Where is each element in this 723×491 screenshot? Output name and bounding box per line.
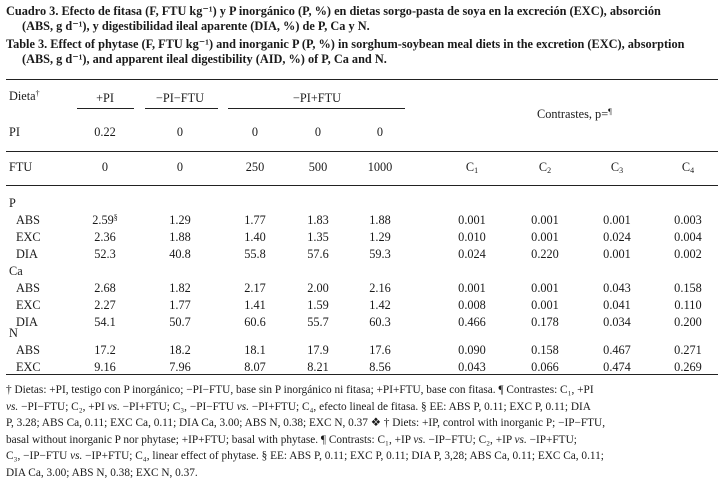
row-label: ABS	[16, 281, 40, 295]
ftu-value: 1000	[367, 160, 393, 174]
table-cell: 57.6	[307, 247, 329, 261]
contrast-letter: C	[681, 160, 691, 174]
table-cell: 1.59	[307, 298, 329, 312]
col-header-pi-ftu: −PI−FTU	[155, 91, 205, 105]
contrast-letter: C	[538, 160, 548, 174]
ftu-row-label: FTU	[9, 160, 33, 174]
row-label: EXC	[16, 360, 41, 374]
row-label: DIA	[16, 315, 38, 329]
contrast-cell: 0.158	[531, 343, 559, 357]
contrast-subscript: 3	[619, 166, 624, 175]
contrast-cell: 0.041	[603, 298, 631, 312]
ftu-value: 0	[176, 160, 184, 174]
contrast-col-header	[682, 160, 694, 174]
contrast-letter: C	[610, 160, 620, 174]
contrast-cell: 0.110	[674, 298, 702, 312]
contrast-cell: 0.001	[603, 247, 631, 261]
footnote-line-5: C₃, −IP−FTU vs. −IP+FTU; C₄, linear effect of phytase. § EE: ABS P, 0.11; EXC P, 0.11; DIA P, 3,28; ABS Ca, 0.11; EXC Ca, 0.11;	[6, 450, 604, 462]
caption-en-line2: (ABS, g d⁻¹), and apparent ileal digestibility (AID, %) of P, Ca and N.	[22, 52, 387, 66]
contrast-cell: 0.066	[531, 360, 559, 374]
group-rule-pi-plus-ftu	[228, 108, 405, 109]
table-cell: 55.7	[307, 315, 329, 329]
table-cell: 1.35	[307, 230, 329, 244]
table-cell	[92, 213, 118, 227]
table-cell: 40.8	[169, 247, 191, 261]
table-cell: 50.7	[169, 315, 191, 329]
table-cell: 1.77	[244, 213, 266, 227]
section-label: P	[9, 196, 16, 210]
table-cell: 60.6	[244, 315, 266, 329]
section-label: Ca	[9, 264, 23, 278]
contrast-subscript: 4	[690, 166, 695, 175]
table-cell: 1.82	[169, 281, 191, 295]
caption-es-line2: (ABS, g d⁻¹), y digestibilidad ileal aparente (DIA, %) de P, Ca y N.	[22, 19, 370, 33]
footnote-line-4: basal without inorganic P nor phytase; +IP+FTU; basal with phytase. ¶ Contrasts: C₁, +IP vs. −IP−FTU; C₂, +IP vs. −IP+FTU;	[6, 433, 577, 446]
contrast-cell: 0.010	[458, 230, 486, 244]
contrast-cell: 0.474	[603, 360, 631, 374]
table-cell: 18.1	[244, 343, 266, 357]
table-cell: 1.29	[369, 230, 391, 244]
contrast-cell: 0.043	[458, 360, 486, 374]
pi-row-label: PI	[9, 125, 20, 139]
contrast-cell: 0.001	[458, 281, 486, 295]
footnote-line-3: P, 3.28; ABS Ca, 0.11; EXC Ca, 0.11; DIA Ca, 3.00; ABS N, 0.38; EXC N, 0.37 ❖ † Diets: +IP, control with inorganic P; −IP−FTU,	[6, 417, 606, 429]
table-cell: 1.83	[307, 213, 329, 227]
contrast-cell: 0.090	[458, 343, 486, 357]
table-cell: 52.3	[94, 247, 116, 261]
contrasts-footnote-mark: ¶	[608, 107, 612, 116]
contrast-cell: 0.002	[674, 247, 702, 261]
contrast-cell: 0.269	[674, 360, 702, 374]
contrast-cell: 0.024	[603, 230, 631, 244]
caption-es-line1: Cuadro 3. Efecto de fitasa (F, FTU kg⁻¹) y P inorgánico (P, %) en dietas sorgo-pasta de soya en la excreción (EXC), absorción	[6, 4, 661, 18]
table-cell: 1.77	[169, 298, 191, 312]
table-cell: 1.40	[244, 230, 266, 244]
pi-value: 0	[251, 125, 259, 139]
top-rule	[6, 79, 718, 80]
table-cell: 17.9	[307, 343, 329, 357]
row-label: ABS	[16, 213, 40, 227]
mid-rule-pi	[6, 151, 718, 152]
table-cell: 2.16	[369, 281, 391, 295]
section-label: N	[9, 326, 18, 340]
caption-en-line1: Table 3. Effect of phytase (F, FTU kg⁻¹) and inorganic P (P, %) in sorghum-soybean meal diets in the excretion (EXC), absorption	[6, 37, 685, 51]
table-cell: 17.2	[94, 343, 116, 357]
row-label: EXC	[16, 298, 41, 312]
table-cell: 8.56	[369, 360, 391, 374]
table-cell: 18.2	[169, 343, 191, 357]
table-cell: 9.16	[94, 360, 116, 374]
table-cell: 2.68	[94, 281, 116, 295]
dieta-label: Dieta	[9, 89, 36, 103]
contrast-cell: 0.001	[458, 213, 486, 227]
group-rule-pi	[77, 108, 134, 109]
contrast-cell: 0.001	[531, 281, 559, 295]
contrast-cell: 0.178	[531, 315, 559, 329]
table-cell: 17.6	[369, 343, 391, 357]
contrast-letter: C	[465, 160, 475, 174]
table-cell: 8.07	[244, 360, 266, 374]
contrasts-header	[537, 107, 612, 121]
contrast-cell: 0.220	[531, 247, 559, 261]
group-rule-pi-ftu	[145, 108, 218, 109]
contrasts-label: Contrastes, p=	[537, 107, 609, 121]
footnote-line-1: † Dietas: +PI, testigo con P inorgánico; −PI−FTU, base sin P inorgánico ni fitasa; +PI+FTU, base con fitasa. ¶ Contrastes: C₁, +PI	[6, 384, 594, 396]
table-cell: 1.42	[369, 298, 391, 312]
contrast-cell: 0.271	[674, 343, 702, 357]
contrast-cell: 0.001	[603, 213, 631, 227]
table-cell: 1.29	[169, 213, 191, 227]
table-cell: 1.88	[169, 230, 191, 244]
contrast-cell: 0.467	[603, 343, 631, 357]
contrast-cell: 0.004	[674, 230, 702, 244]
table-cell: 2.27	[94, 298, 116, 312]
col-header-pi-plus-ftu: −PI+FTU	[292, 91, 342, 105]
dieta-footnote-mark: †	[35, 89, 40, 98]
table-cell: 1.41	[244, 298, 266, 312]
table-cell: 59.3	[369, 247, 391, 261]
table-cell: 55.8	[244, 247, 266, 261]
contrast-cell: 0.001	[531, 298, 559, 312]
col-header-pi: +PI	[96, 91, 114, 105]
table-cell: 54.1	[94, 315, 116, 329]
contrast-cell: 0.043	[603, 281, 631, 295]
contrast-cell: 0.200	[674, 315, 702, 329]
table-cell: 8.21	[307, 360, 329, 374]
header-bottom-rule	[6, 185, 718, 186]
pi-value: 0	[176, 125, 184, 139]
se-footnote-mark: §	[113, 213, 118, 222]
contrast-cell: 0.466	[458, 315, 486, 329]
ftu-value: 250	[245, 160, 265, 174]
cell-value: 2.59	[92, 213, 114, 227]
dieta-header	[9, 89, 40, 103]
table-cell: 2.36	[94, 230, 116, 244]
pi-value: 0	[314, 125, 322, 139]
table-bottom-rule	[6, 374, 718, 375]
contrast-cell: 0.158	[674, 281, 702, 295]
ftu-value: 500	[308, 160, 328, 174]
row-label: DIA	[16, 247, 38, 261]
contrast-subscript: 1	[474, 166, 479, 175]
table-cell: 2.00	[307, 281, 329, 295]
contrast-cell: 0.001	[531, 213, 559, 227]
pi-value: 0	[376, 125, 384, 139]
footnote-line-2: vs. −PI−FTU; C₂, +PI vs. −PI+FTU; C₃, −PI−FTU vs. −PI+FTU; C₄, efecto lineal de fitasa. § EE: ABS P, 0.11; EXC P, 0.11; DIA	[6, 400, 591, 413]
contrast-cell: 0.008	[458, 298, 486, 312]
table-cell: 1.88	[369, 213, 391, 227]
pi-value: 0.22	[94, 125, 116, 139]
contrast-cell: 0.003	[674, 213, 702, 227]
table-cell: 2.17	[244, 281, 266, 295]
row-label: ABS	[16, 343, 40, 357]
row-label: EXC	[16, 230, 41, 244]
contrast-col-header	[611, 160, 623, 174]
contrast-col-header	[466, 160, 478, 174]
contrast-cell: 0.024	[458, 247, 486, 261]
contrast-cell: 0.001	[531, 230, 559, 244]
contrast-subscript: 2	[547, 166, 552, 175]
table-cell: 7.96	[169, 360, 191, 374]
contrast-cell: 0.034	[603, 315, 631, 329]
table-cell: 60.3	[369, 315, 391, 329]
footnote-line-6: DIA Ca, 3.00; ABS N, 0.38; EXC N, 0.37.	[6, 466, 198, 479]
ftu-value: 0	[101, 160, 109, 174]
contrast-col-header	[539, 160, 551, 174]
